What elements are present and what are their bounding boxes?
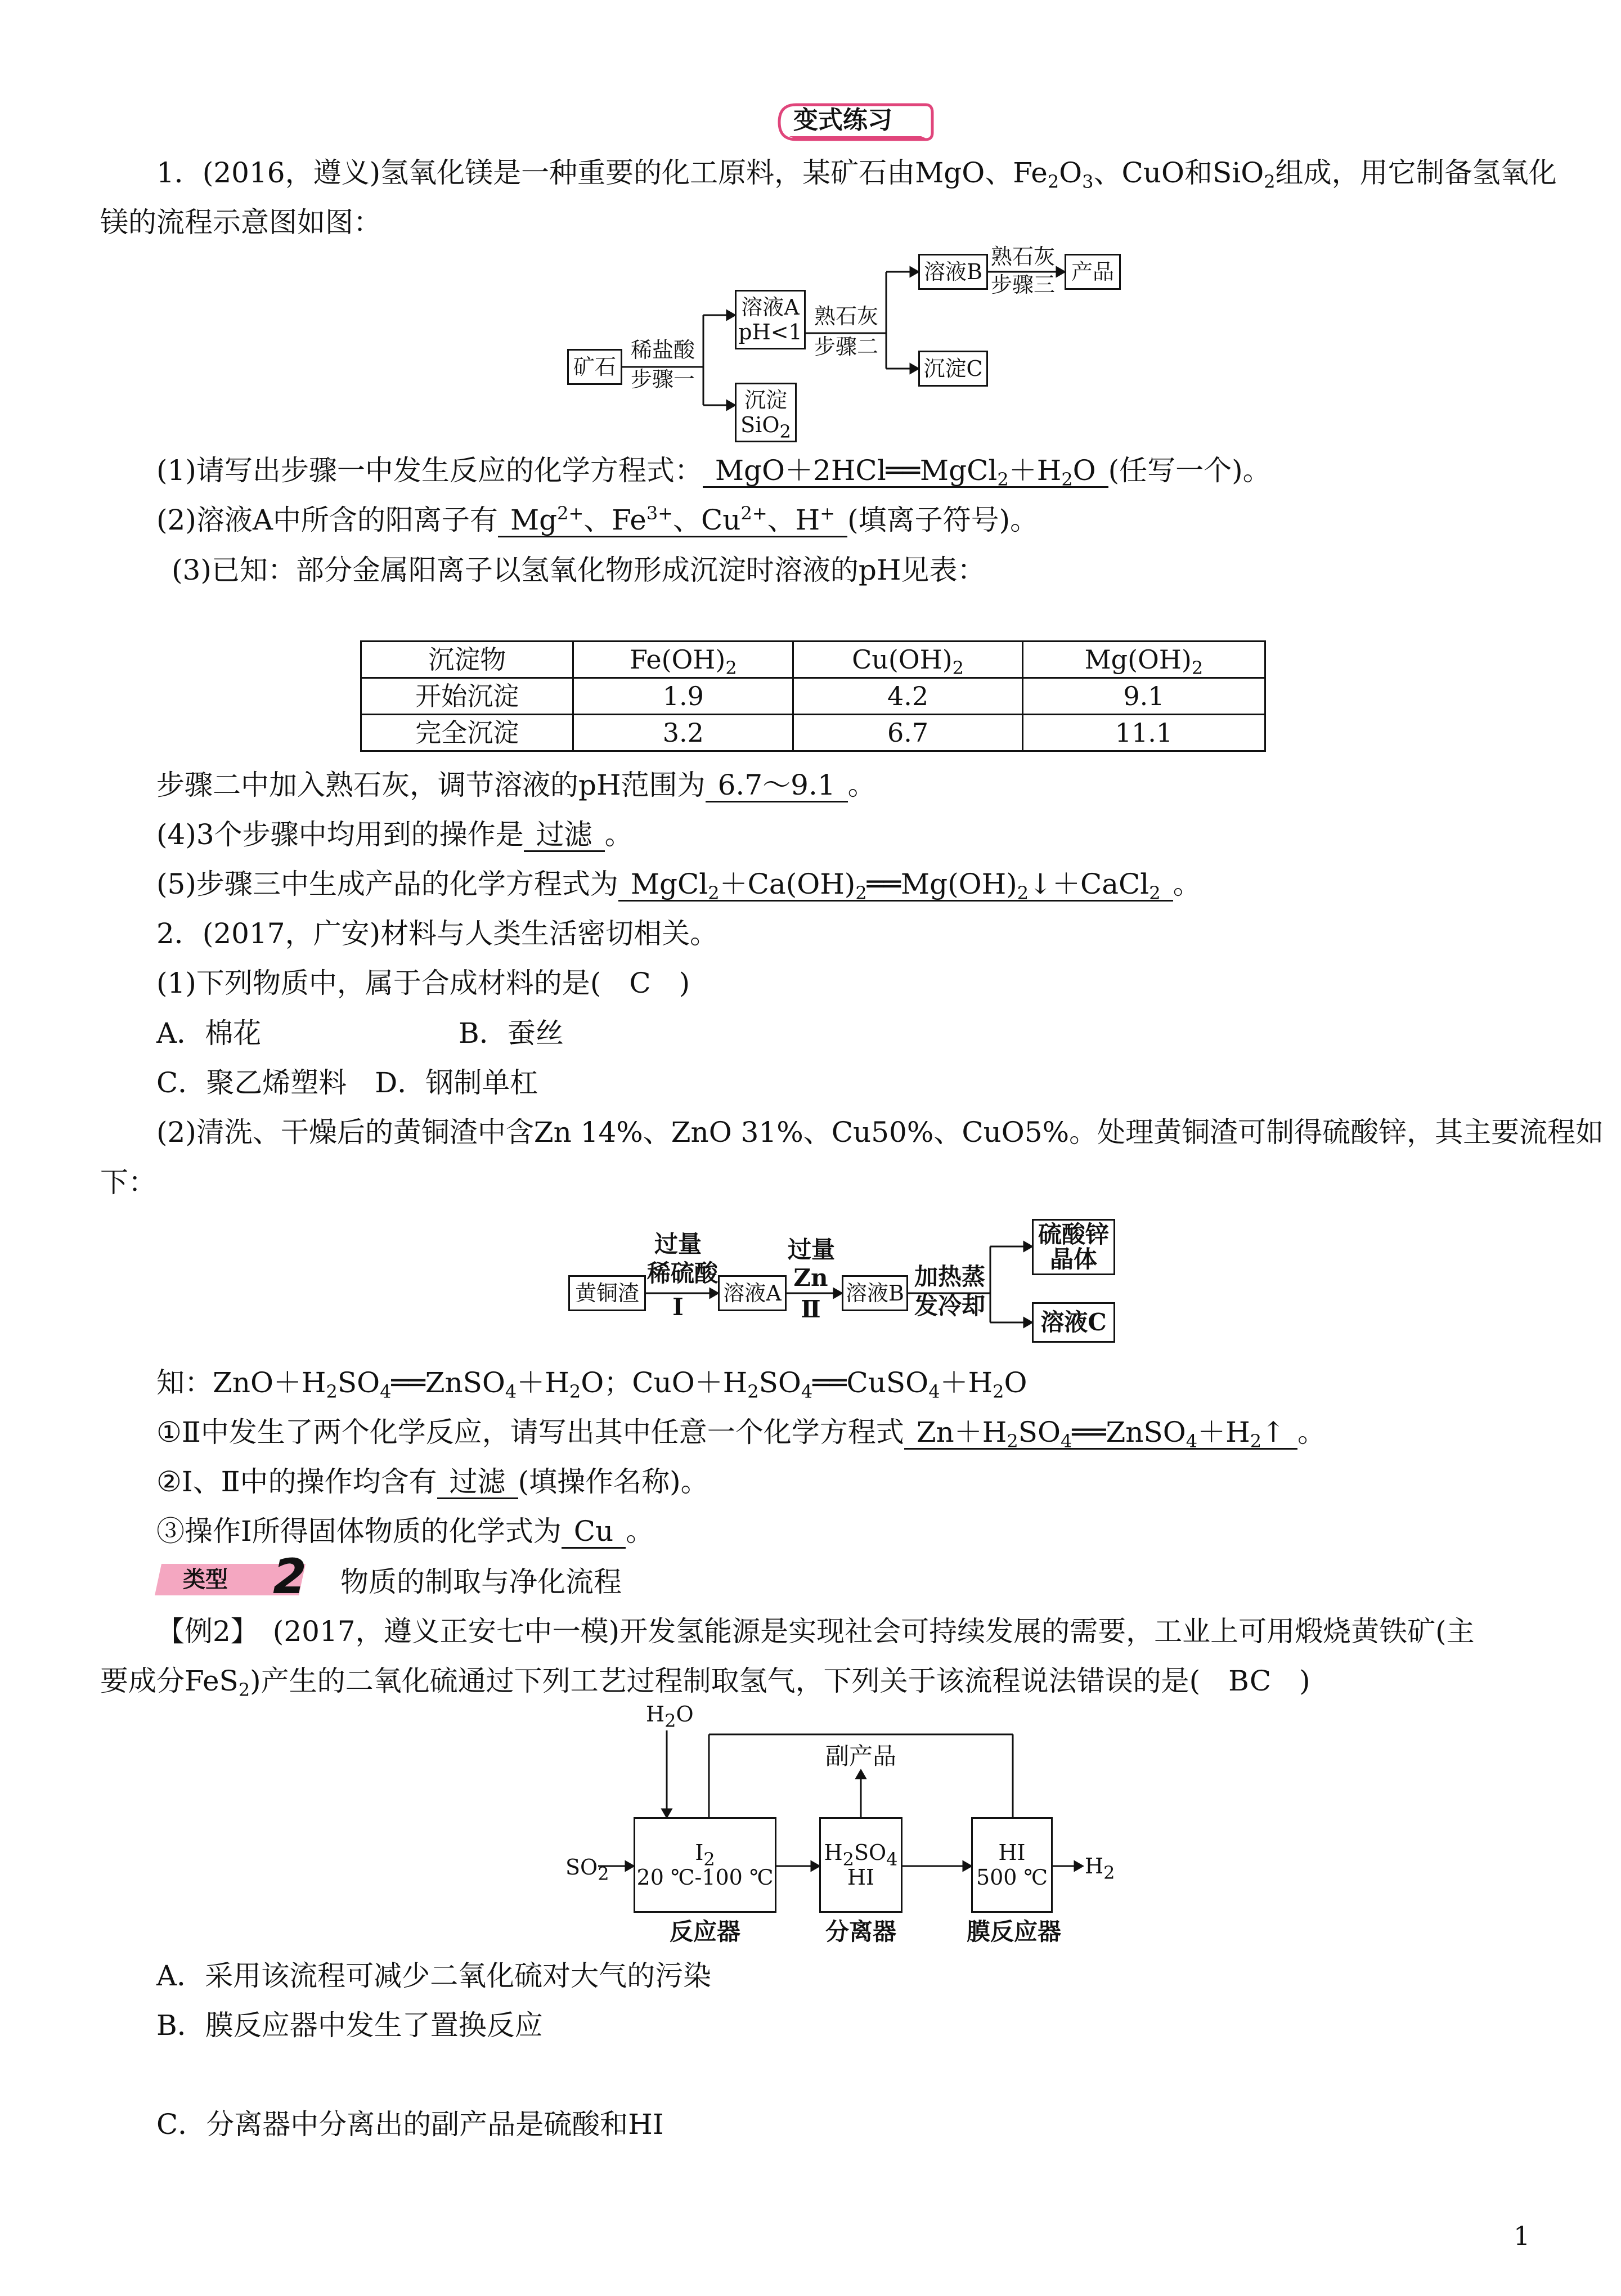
- table-header-cell: $Mg(OH)_2$: [1022, 642, 1265, 678]
- q2-stem: 2．(2017，广安)材料与人类生活密切相关。: [156, 917, 719, 950]
- table-row: [361, 715, 1265, 751]
- step2-roman-label: Ⅱ: [801, 1295, 821, 1323]
- q1-stem-line1: 1．(2016，遵义)氢氧化镁是一种重要的化工原料，某矿石由MgO、$Fe_2O_3$、CuO和SiO$_2$组成，用它制备氢氧化: [156, 156, 1557, 192]
- q1-part5: (5)步骤三中生成产品的化学方程式为 $MgCl_2+Ca(OH)_2══Mg(OH)_2↓+CaCl_2$ 。: [156, 868, 1201, 904]
- step3-label-line1: 加热蒸: [914, 1263, 985, 1290]
- q2-part2-line2: 下：: [100, 1166, 156, 1199]
- step2-label: 步骤二: [814, 334, 878, 359]
- precipitate-c-box: 沉淀C: [918, 351, 988, 387]
- sio2-precipitate-box: 沉淀 SiO$_2$: [735, 383, 797, 442]
- solution-b-box: 溶液B: [918, 254, 988, 290]
- table-header-cell: $Fe(OH)_2$: [573, 642, 793, 678]
- q2-sub2: ②Ⅰ、Ⅱ中的操作均含有 过滤 (填操作名称)。: [156, 1465, 709, 1498]
- step1-reagent-line1: 过量: [654, 1230, 702, 1258]
- table-cell: 开始沉淀: [361, 678, 573, 715]
- section-header-title: 变式练习: [793, 106, 892, 134]
- step1-reagent-label: 稀盐酸: [630, 338, 695, 362]
- h2-output-label: $H_2$: [1085, 1854, 1115, 1884]
- step3-reagent-label: 熟石灰: [990, 244, 1055, 269]
- ph-table: [360, 640, 1266, 752]
- so2-input-label: $SO_2$: [565, 1855, 609, 1885]
- table-cell: 4.2: [793, 678, 1022, 715]
- q1-part3-intro: (3)已知：部分金属阳离子以氢氧化物形成沉淀时溶液的pH见表：: [172, 554, 986, 586]
- solution-a-box: 溶液A pH<1: [735, 290, 806, 349]
- q2-option-b: B．蚕丝: [459, 1017, 564, 1050]
- step3-label: 步骤三: [990, 272, 1055, 297]
- solution-b-box-2: 溶液B: [842, 1275, 908, 1311]
- q1-part1: (1)请写出步骤一中发生反应的化学方程式： $MgO+2HCl══MgCl_2+H_2O$ (任写一个)。: [156, 454, 1271, 490]
- byproduct-label: 副产品: [825, 1742, 896, 1770]
- membrane-reactor-box: HI 500 ℃: [971, 1817, 1053, 1913]
- q1-part3-question: 步骤二中加入熟石灰，调节溶液的pH范围为 6.7～9.1 。: [156, 769, 876, 801]
- table-row: [361, 678, 1265, 715]
- solution-c-box-2: 溶液C: [1032, 1302, 1115, 1343]
- table-cell: 1.9: [573, 678, 793, 715]
- step2-reagent-label: 熟石灰: [814, 304, 878, 329]
- step3-label-line2: 发冷却: [914, 1292, 985, 1320]
- table-cell: 11.1: [1022, 715, 1265, 751]
- table-cell: 9.1: [1022, 678, 1265, 715]
- example2-option-a: A．采用该流程可减少二氧化硫对大气的污染: [156, 1959, 712, 1992]
- step1-label: 步骤一: [630, 367, 695, 392]
- table-header-row: [361, 642, 1265, 678]
- ore-box: 矿石: [567, 349, 622, 385]
- separator-caption: 分离器: [825, 1918, 896, 1945]
- reactor-box: $I_2$ 20 ℃-100 ℃: [634, 1817, 776, 1913]
- table-header-cell: 沉淀物: [361, 642, 573, 678]
- q1-part4: (4)3个步骤中均用到的操作是 过滤 。: [156, 818, 633, 851]
- h2o-input-label: $H_2O$: [646, 1702, 694, 1732]
- example2-line1: 【例2】 (2017，遵义正安七中一模)开发氢能源是实现社会可持续发展的需要，工业上可用煅烧黄铁矿(主: [156, 1615, 1475, 1648]
- table-cell: 6.7: [793, 715, 1022, 751]
- step1-roman-label: Ⅰ: [672, 1293, 684, 1321]
- step2-reagent-line2: Zn: [793, 1264, 828, 1292]
- step1-reagent-line2: 稀硫酸: [647, 1259, 719, 1287]
- q2-part2-line1: (2)清洗、干燥后的黄铜渣中含Zn 14%、ZnO 31%、Cu50%、CuO5%。处理黄铜渣可制得硫酸锌，其主要流程如: [156, 1116, 1604, 1149]
- separator-box: $H_2SO_4$ HI: [819, 1817, 902, 1913]
- type-banner-label: 类型: [183, 1567, 228, 1593]
- q2-option-a: A．棉花: [156, 1017, 262, 1050]
- brass-slag-box: 黄铜渣: [568, 1275, 646, 1311]
- example2-option-b: B．膜反应器中发生了置换反应: [156, 2009, 543, 2042]
- example2-option-c: C．分离器中分离出的副产品是硫酸和HI: [156, 2108, 664, 2141]
- membrane-reactor-caption: 膜反应器: [967, 1918, 1062, 1945]
- table-cell: 完全沉淀: [361, 715, 573, 751]
- q1-part2: (2)溶液A中所含的阳离子有 $Mg^{2+}$、$Fe^{3+}$、$Cu^{2+}$、H+ (填离子符号)。: [156, 503, 1039, 536]
- table-cell: 3.2: [573, 715, 793, 751]
- q1-stem-line2: 镁的流程示意图如图：: [100, 206, 381, 239]
- q2-sub1: ①Ⅱ中发生了两个化学反应，请写出其中任意一个化学方程式 $Zn+H_2SO_4══ZnSO_4+H_2↑$ 。: [156, 1416, 1326, 1452]
- q2-known-equations: 知：$ZnO+H_2SO_4══ZnSO_4+H_2O$；$CuO+H_2SO_4══CuSO_4+H_2O$: [156, 1366, 1027, 1402]
- solution-a-box-2: 溶液A: [718, 1275, 787, 1311]
- zinc-sulfate-crystal-box: 硫酸锌 晶体: [1032, 1219, 1115, 1275]
- example2-line2: 要成分FeS$_2$)产生的二氧化硫通过下列工艺过程制取氢气，下列关于该流程说法错误的是( BC ): [100, 1665, 1310, 1701]
- type-banner-number: 2: [273, 1549, 307, 1605]
- reactor-caption: 反应器: [669, 1918, 740, 1945]
- product-box: 产品: [1065, 254, 1121, 290]
- step2-reagent-line1: 过量: [788, 1236, 836, 1263]
- q2-option-cd: C．聚乙烯塑料 D．钢制单杠: [156, 1066, 538, 1099]
- page-number: 1: [1514, 2221, 1530, 2251]
- q2-part1: (1)下列物质中，属于合成材料的是( C ): [156, 967, 690, 999]
- table-header-cell: $Cu(OH)_2$: [793, 642, 1022, 678]
- q2-sub3: ③操作Ⅰ所得固体物质的化学式为 Cu 。: [156, 1515, 654, 1548]
- type-banner-title: 物质的制取与净化流程: [340, 1566, 622, 1598]
